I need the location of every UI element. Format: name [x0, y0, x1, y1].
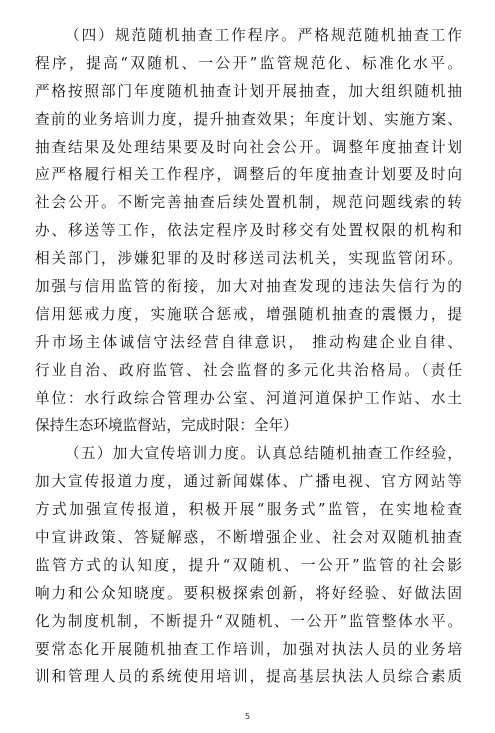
text-line: 训和管理人员的系统使用培训，提高基层执法人员综合素质 — [35, 668, 462, 686]
document-body — [35, 22, 462, 691]
text-line: 严格按照部门年度随机抽查计划开展抽查，加大组织随机抽 — [35, 82, 462, 100]
text-line: 要常态化开展随机抽查工作培训，加强对执法人员的业务培 — [35, 640, 462, 658]
text-line: 中宣讲政策、答疑解惑，不断增强企业、社会对双随机抽查 — [35, 529, 462, 547]
text-line: 应严格履行相关工作程序，调整后的年度抽查计划要及时向 — [35, 166, 462, 184]
text-line: 社会公开。不断完善抽查后续处置机制，规范问题线索的转 — [35, 194, 462, 212]
text-line: 办、移送等工作，依法定程序及时移交有处置权限的机构和 — [35, 222, 462, 240]
paragraph-4-heading-line: （四）规范随机抽查工作程序。严格规范随机抽查工作 — [65, 27, 462, 44]
text-line: 监管方式的认知度，提升“双随机、一公开”监管的社会影 — [35, 556, 462, 574]
paragraph-5-heading-line: （五）加大宣传培训力度。认真总结随机抽查工作经验， — [65, 445, 462, 463]
text-line: 加强与信用监管的衔接，加大对抽查发现的违法失信行为的 — [35, 278, 462, 296]
text-line: 方式加强宣传报道，积极开展“服务式”监管，在实地检查 — [35, 501, 462, 519]
text-line: 查前的业务培训力度，提升抽查效果；年度计划、实施方案、 — [35, 110, 462, 128]
text-line: 相关部门，涉嫌犯罪的及时移送司法机关，实现监管闭环。 — [35, 250, 462, 268]
page-number: 5 — [244, 712, 251, 721]
text-line: 行业自治、政府监管、社会监督的多元化共治格局。（责任 — [35, 361, 462, 379]
text-line: 加大宣传报道力度，通过新闻媒体、广播电视、官方网站等 — [35, 473, 462, 491]
text-line: 升市场主体诚信守法经营自律意识， 推动构建企业自律、 — [35, 333, 462, 351]
text-line: 化为制度机制，不断提升“双随机、一公开”监管整体水平。 — [35, 612, 462, 630]
text-line: 程序，提高“双随机、一公开”监管规范化、标准化水平。 — [35, 54, 462, 72]
text-line: 抽查结果及处理结果要及时向社会公开。调整年度抽查计划 — [35, 138, 462, 156]
text-line: 响力和公众知晓度。要积极探索创新，将好经验、好做法固 — [35, 584, 462, 602]
text-line: 单位：水行政综合管理办公室、河道河道保护工作站、水土 — [35, 389, 462, 407]
text-line: 信用惩戒力度，实施联合惩戒，增强随机抽查的震慑力，提 — [35, 305, 462, 323]
text-line: 保持生态环境监督站，完成时限：全年） — [35, 417, 298, 435]
